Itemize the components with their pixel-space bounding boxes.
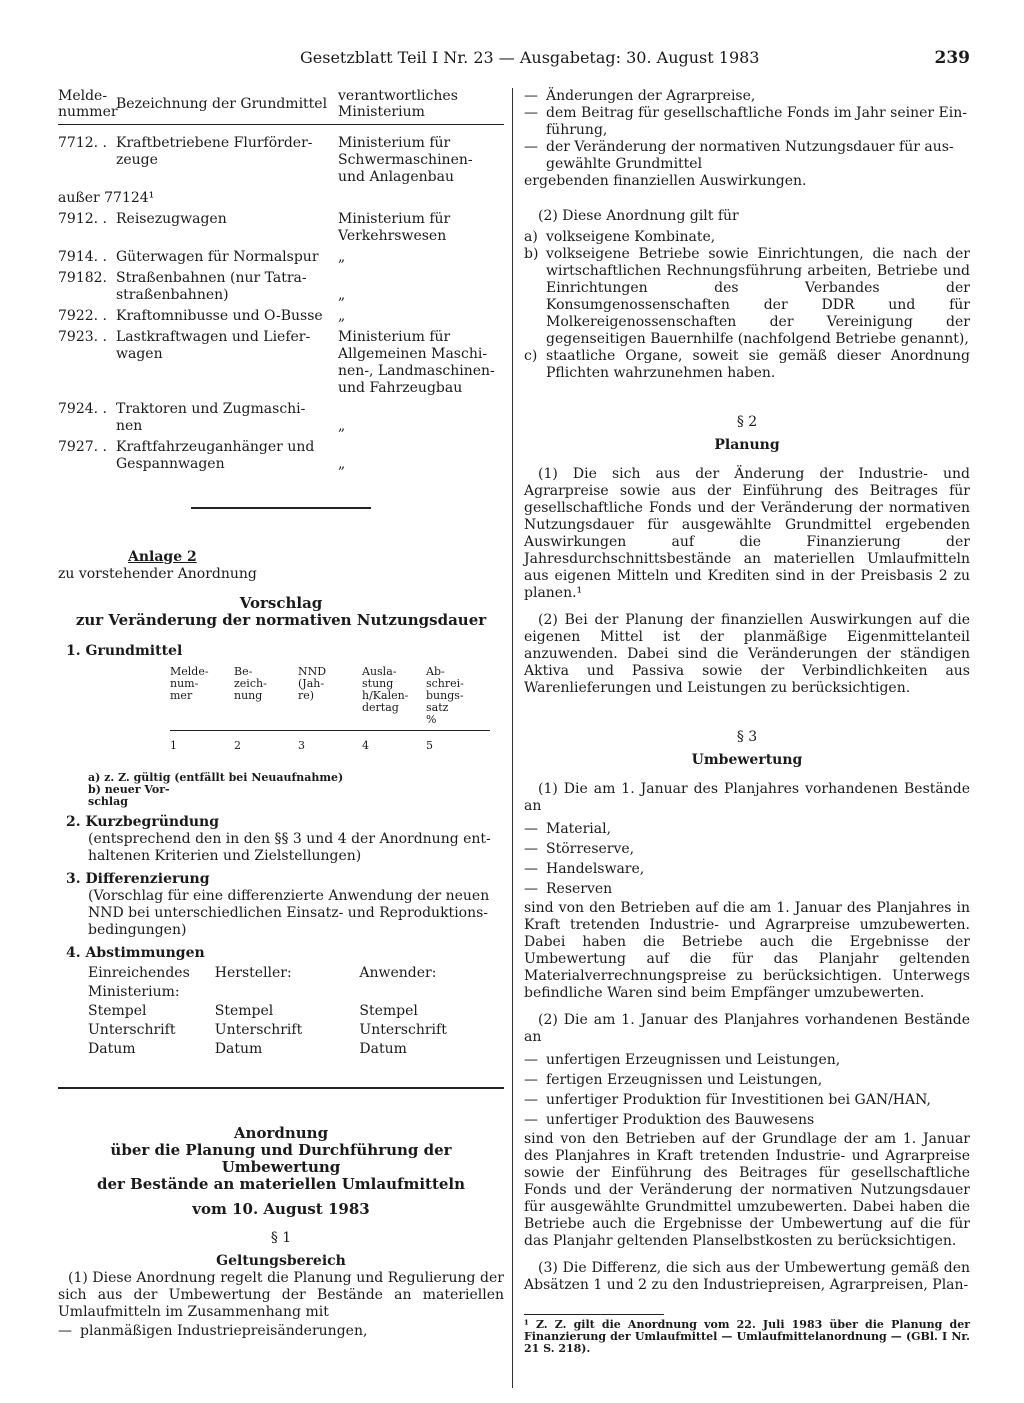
signature-field: Hersteller: [214,965,292,981]
row-name: Güterwagen für Normalspur [116,249,319,265]
table-row [58,439,504,473]
signature-field: Stempel [359,1003,418,1019]
paragraph-3: § 3 [736,729,758,745]
signature-field: Unterschrift [88,1022,176,1038]
dash-item: — Material, [524,821,612,837]
page-header: Gesetzblatt Teil I Nr. 23 — Ausgabetag: 30. August 1983 [300,48,760,67]
table-row [58,249,504,266]
text: (2) Diese Anordnung gilt für [538,208,739,224]
table-row [58,401,504,435]
text: (3) Die Differenz, die sich aus der Umbewertung gemäß den Absätzen 1 und 2 zu den Industriepreisen, Agrarpreisen, Plan- [524,1260,970,1293]
table-row [58,211,504,245]
signature-field: Datum [359,1041,407,1057]
note-a: a) z. Z. gültig (entfällt bei Neuaufnahme) [88,771,344,784]
grundmittel-col-number: 1 [170,739,177,752]
row-name: Traktoren und Zugmaschi- nen [116,401,306,434]
signature-field: Anwender: [359,965,437,981]
column-divider [512,88,513,1388]
text: (1) Die sich aus der Änderung der Industrie- und Agrarpreise sowie aus der Einführung des Beitrages für gesellschaftliche Fonds und der Veränderung der normativen Nutzungsdauer für ausgewählte Grundmittel ergebenden Auswirkungen auf die Finanzierung der Jahresdurchschnittsbestände an materiellen Umlaufmitteln aus eigenen Mitteln und Krediten sind in der Preisbasis 2 zu planen.¹ [524,466,970,601]
text: (2) Die am 1. Januar des Planjahres vorhandenen Bestände an [524,1012,970,1045]
dash-item: — Änderungen der Agrarpreise, [524,88,756,104]
row-ministry: „ [338,456,346,472]
table-body [58,135,504,473]
row-ministry: „ [338,249,346,265]
row-number: außer 77124¹ [58,190,155,206]
grundmittel-col-header: Melde- num- mer [170,665,209,702]
grundmittel-col-number: 5 [426,739,433,752]
grundmittel-col-number: 2 [234,739,241,752]
row-name: Kraftbetriebene Flurförder- zeuge [116,135,313,168]
row-number: 79182. [58,270,107,286]
dash-item: — planmäßigen Industriepreisänderungen, [58,1323,368,1339]
text: ergebenden finanziellen Auswirkungen. [524,173,807,189]
left-column [58,88,504,1340]
paragraph-1-text: (1) Diese Anordnung regelt die Planung und Regulierung der sich aus der Umbewertung der Bestände an materiellen Umlaufmitteln im Zusammenhang mit [58,1270,504,1320]
dash-item: — der Veränderung der normativen Nutzungsdauer für aus- gewählte Grundmittel [524,139,954,172]
grundmittel-col-header: Ab- schrei- bungs- satz % [426,665,464,726]
col-header-ministry: verantwortliches Ministerium [338,88,458,120]
row-ministry: Ministerium für Schwermaschinen- und Anlagenbau [338,135,473,185]
right-column [524,88,970,1355]
row-number: 7914. . [58,249,107,265]
table-row [58,135,504,186]
separator-2 [58,1087,504,1089]
row-ministry: Ministerium für Verkehrswesen [338,211,451,244]
paragraph-3-heading: Umbewertung [691,752,803,768]
proposal-heading: Vorschlag [239,594,323,612]
proposal-subheading: zur Veränderung der normativen Nutzungsdauer [75,611,487,629]
table-row [58,270,504,304]
table-header [58,88,504,125]
ordinance-title: Anordnung [233,1124,329,1142]
signature-field: Unterschrift [359,1022,447,1038]
signature-field: Datum [88,1041,136,1057]
signature-column [359,964,504,1059]
kurzbegruendung-text: (entsprechend den in den §§ 3 und 4 der Anordnung ent- haltenen Kriterien und Zielstellungen) [88,831,491,864]
table-row [58,308,504,325]
ordinance-title-3: der Bestände an materiellen Umlaufmitteln [96,1175,466,1193]
signature-field: Datum [214,1041,263,1057]
row-name: Kraftomnibusse und O-Busse [116,308,323,324]
text: sind von den Betrieben auf der Grundlage der am 1. Januar des Planjahres in Kraft tretenden Industrie- und Agrarpreise sowie der Einführung des Beitrages für gesellschaftliche Fonds und der Veränderung der normativen Nutzungsdauer für ausgewählte Grundmittel umzubewerten. Dabei haben die Betriebe auch die Ergebnisse der Umbewertung auf die für das Planjahr geltenden Planselbstkosten zu berücksichtigen. [524,1131,970,1249]
row-number: 7922. . [58,308,107,324]
dash-item: — unfertiger Produktion des Bauwesens [524,1112,815,1128]
dash-item: — unfertiger Produktion für Investitionen bei GAN/HAN, [524,1092,931,1108]
paragraph-1-heading: Geltungsbereich [216,1253,346,1269]
row-name: Lastkraftwagen und Liefer- wagen [116,329,311,362]
section-kurzbegruendung: 2. Kurzbegründung [66,814,220,830]
signature-field: Unterschrift [214,1022,303,1038]
section-differenzierung: 3. Differenzierung [66,871,210,887]
table-row [58,329,504,397]
differenzierung-text: (Vorschlag für eine differenzierte Anwendung der neuen NND bei unterschiedlichen Einsatz- und Reproduktions- bedingungen) [88,888,490,938]
paragraph-2-heading: Planung [714,437,780,453]
grundmittel-numbers [170,737,490,754]
row-number: 7912. . [58,211,107,227]
section-abstimmungen: 4. Abstimmungen [66,945,205,961]
dash-item: — fertigen Erzeugnissen und Leistungen, [524,1072,823,1088]
row-ministry: „ [338,418,346,434]
row-ministry: „ [338,287,346,303]
footnote-rule [524,1314,664,1315]
row-ministry: Ministerium für Allgemeinen Maschi- nen-, Landmaschinen- und Fahrzeugbau [338,329,495,396]
ordinance-title-2: über die Planung und Durchführung der Umbewertung [110,1141,452,1176]
row-name: Reisezugwagen [116,211,227,227]
signature-field: Stempel [214,1003,274,1019]
separator [191,507,371,509]
row-number: 7924. . [58,401,107,417]
grundmittel-col-number: 4 [362,739,369,752]
page-number: 239 [934,48,970,68]
paragraph-1: § 1 [270,1230,292,1246]
anlage-title: Anlage 2 [128,549,197,565]
note-b: b) neuer Vor- schlag [88,783,170,808]
grundmittel-table [170,666,490,754]
text: (1) Die am 1. Januar des Planjahres vorhandenen Bestände an [524,781,970,814]
row-number: 7923. . [58,329,107,345]
row-name: Straßenbahnen (nur Tatra- straßenbahnen) [116,270,307,303]
dash-item: — Störreserve, [524,841,635,857]
dash-item: — Handelsware, [524,861,645,877]
signature-column [215,964,360,1059]
signature-column [88,964,215,1059]
grundmittel-col-header: Be- zeich- nung [234,665,267,702]
dash-item: — unfertigen Erzeugnissen und Leistungen, [524,1052,841,1068]
footnote: ¹ Z. Z. gilt die Anordnung vom 22. Juli 1983 über die Planung der Finanzierung der Umlaufmittel — Umlaufmittelanordnung — (GBl. I Nr. 21 S. 218). [524,1318,970,1355]
anlage-subtitle: zu vorstehender Anordnung [58,566,257,582]
paragraph-2: § 2 [736,414,758,430]
grundmittel-header [170,666,490,731]
row-ministry: „ [338,308,346,324]
ordinance-date: vom 10. August 1983 [192,1200,370,1218]
grundmittel-col-header: Ausla- stung h/Kalen- dertag [362,665,409,714]
section-grundmittel: 1. Grundmittel [66,643,183,659]
dash-item: — Reserven [524,881,613,897]
signature-field: Einreichendes Ministerium: [88,965,190,1000]
row-name: Kraftfahrzeuganhänger und Gespannwagen [116,439,315,472]
signature-field: Stempel [88,1003,147,1019]
list-item: a) volkseigene Kombinate, [524,229,716,245]
list-item: b) volkseigene Betriebe sowie Einrichtungen, die nach der wirtschaftlichen Rechnungsführung arbeiten, Betriebe und Einrichtungen des Verbandes der Konsumgenossenschaften der DDR und für Molkereigenossenschaften der Vereinigung der gegenseitigen Bauernhilfe (nachfolgend Betriebe genannt), [524,246,970,347]
dash-item: — dem Beitrag für gesellschaftliche Fonds im Jahr seiner Ein- führung, [524,105,968,138]
col-header-name: Bezeichnung der Grundmittel [116,96,328,112]
text: sind von den Betrieben auf die am 1. Januar des Planjahres in Kraft tretenden Industrie- und Agrarpreise umzubewerten. Dabei haben die Betriebe auch die Ergebnisse der Umbewertung auf die für das Planjahr geltenden Materialverrechnungspreise zu berücksichtigen. Unterwegs befindliche Waren sind beim Empfänger umzubewerten. [524,900,970,1001]
grundmittel-col-header: NND (Jah- re) [298,665,327,702]
signature-block [88,964,504,1059]
col-header-number: Melde- nummer [58,88,118,120]
text: (2) Bei der Planung der finanziellen Auswirkungen auf die eigenen Mittel ist der planmäßige Eigenmittelanteil anzuwenden. Dabei sind die Veränderungen der ständigen Aktiva und Passiva sowie der Verbindlichkeiten aus Warenlieferungen und Leistungen zu berücksichtigen. [524,612,970,696]
row-number: 7712. . [58,135,107,151]
list-item: c) staatliche Organe, soweit sie gemäß dieser Anordnung Pflichten wahrzunehmen haben. [524,348,970,381]
table-row [58,190,504,207]
row-number: 7927. . [58,439,107,455]
grundmittel-col-number: 3 [298,739,305,752]
